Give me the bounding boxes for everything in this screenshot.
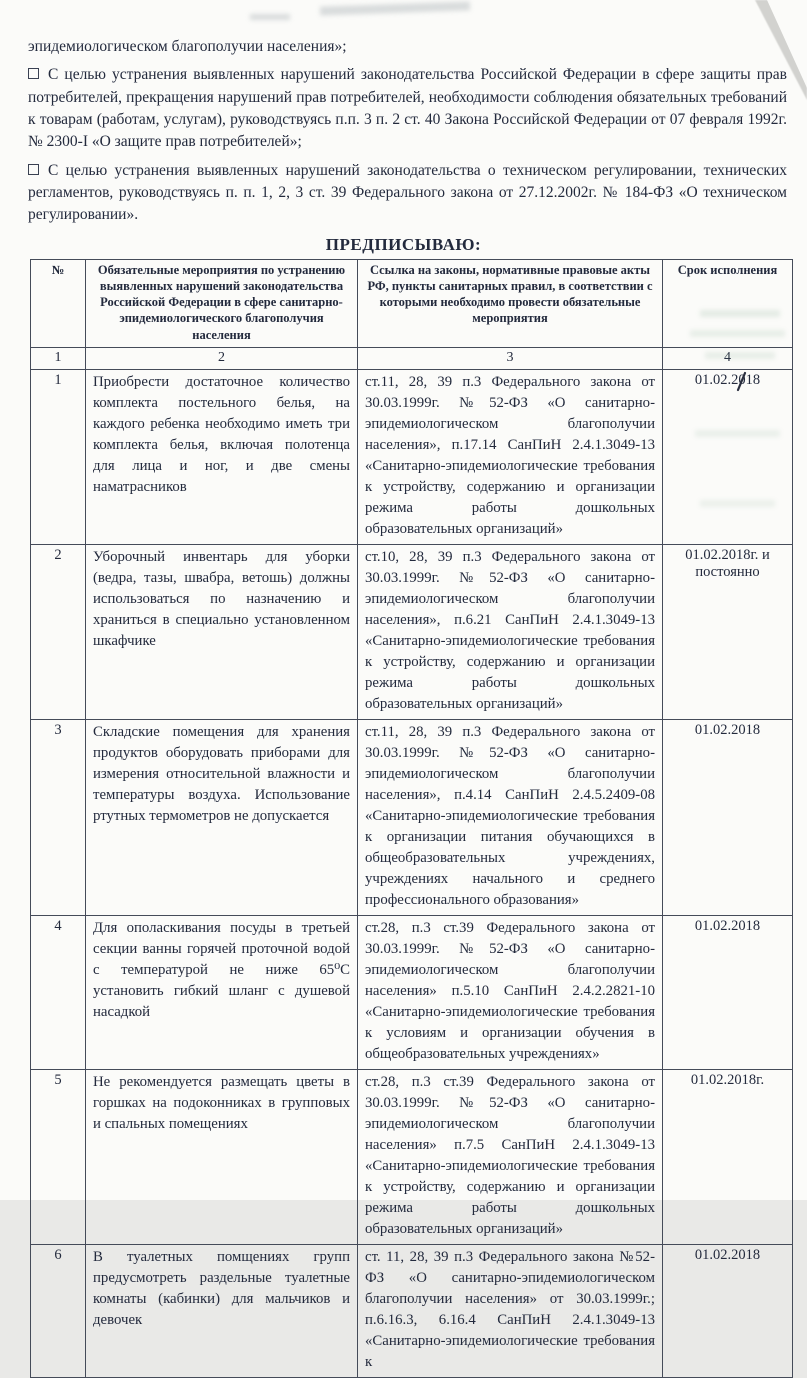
cell-deadline [663,370,793,545]
cell-number: 1 [31,370,86,545]
cell-reference: ст.28, п.3 ст.39 Федерального закона от 30.03.1999г. №52-ФЗ «О санитарно-эпидемиологическом благополучии населения» п.7.5 СанПиН 2.4.1.3049-13 «Санитарно-эпидемиологические требования к устройству, содержанию и организации режима работы дошкольных образовательных организаций» [358,1070,663,1245]
column-number: 3 [358,347,663,369]
cell-deadline: 01.02.2018г. [663,1070,793,1245]
cell-measure: Складские помещения для хранения продуктов оборудовать приборами для измерения относительной влажности и температуры воздуха. Использование ртутных термометров не допускается [86,720,358,916]
cell-number: 3 [31,720,86,916]
cell-measure: Приобрести достаточное количество комплекта постельного белья, на каждого ребенка необходимо иметь три комплекта белья, включая полотенца для лица и ног, и две смены наматрасников [86,370,358,545]
header-deadline: Срок исполнения [663,259,793,347]
table-row [31,720,793,916]
page-title: ПРЕДПИСЫВАЮ: [0,235,807,255]
intro-paragraph-text: С целью устранения выявленных нарушений законодательства о техническом регулировании, технических регламентов, руководствуясь п. п. 1, 2, 3 ст. 39 Федерального закона от 27.12.2002г. № 184-ФЗ «О техническом регулировании». [28,162,787,224]
column-number: 4 [663,347,793,369]
cell-number: 5 [31,1070,86,1245]
intro-section [0,0,807,227]
deadline-text: 01.02.2018 [695,372,760,388]
intro-paragraph [28,160,787,227]
checkbox-icon [28,68,39,79]
cell-reference: ст.28, п.3 ст.39 Федерального закона от 30.03.1999г. №52-ФЗ «О санитарно-эпидемиологическом благополучии населения» п.5.10 СанПиН 2.4.2.2821-10 «Санитарно-эпидемиологические требования к условиям и организации обучения в общеобразовательных учреждениях» [358,916,663,1070]
column-number: 2 [86,347,358,369]
cell-reference: ст.11, 28, 39 п.3 Федерального закона от 30.03.1999г. №52-ФЗ «О санитарно-эпидемиологическом благополучии населения», п.17.14 СанПиН 2.4.1.3049-13 «Санитарно-эпидемиологические требования к устройству, содержанию и организации режима работы дошкольных образовательных организаций» [358,370,663,545]
header-measures: Обязательные мероприятия по устранению выявленных нарушений законодательства Российской Федерации в сфере санитарно-эпидемиологического благополучия населения [86,259,358,347]
cell-reference: ст.11, 28, 39 п.3 Федерального закона от 30.03.1999г. №52-ФЗ «О санитарно-эпидемиологическом благополучии населения», п.4.14 СанПиН 2.4.5.2409-08 «Санитарно-эпидемиологические требования к организации питания обучающихся в общеобразовательных учреждениях, учреждениях начального и среднего профессионального образования» [358,720,663,916]
cell-deadline: 01.02.2018г. и постоянно [663,545,793,720]
table-row [31,1245,793,1378]
cell-measure: В туалетных помщениях групп предусмотреть раздельные туалетные комнаты (кабинки) для мальчиков и девочек [86,1245,358,1378]
checkbox-icon [28,164,39,175]
page-fold-corner-inner [767,0,807,88]
cell-reference: ст. 11, 28, 39 п.3 Федерального закона №52-ФЗ «О санитарно-эпидемиологическом благополучии населения» от 30.03.1999г.; п.6.16.3, 6.16.4 СанПиН 2.4.1.3049-13 «Санитарно-эпидемиологические требования к [358,1245,663,1378]
cell-number: 4 [31,916,86,1070]
table-row [31,916,793,1070]
cell-reference: ст.10, 28, 39 п.3 Федерального закона от 30.03.1999г. №52-ФЗ «О санитарно-эпидемиологическом благополучии населения», п.6.21 СанПиН 2.4.1.3049-13 «Санитарно-эпидемиологические требования к устройству, содержанию и организации режима работы дошкольных образовательных организаций» [358,545,663,720]
cell-measure: Для ополаскивания посуды в третьей секции ванны горячей проточной водой с температурой не ниже 65⁰С установить гибкий шланг с душевой насадкой [86,916,358,1070]
intro-paragraph-text: эпидемиологическом благополучии населения»; [28,38,347,55]
intro-paragraph [28,64,787,153]
cell-number: 6 [31,1245,86,1378]
table-row [31,1070,793,1245]
intro-paragraph-text: С целью устранения выявленных нарушений законодательства Российской Федерации в сфере защиты прав потребителей, прекращения нарушений прав потребителей, необходимости соблюдения обязательных требований к товарам (работам, услугам), руководствуясь п.п. 3 п. 2 ст. 40 Закона Российской Федерации от 07 февраля 1992г. № 2300-I «О защите прав потребителей»; [28,66,787,150]
column-number-row [31,347,793,369]
cell-number: 2 [31,545,86,720]
cell-measure: Не рекомендуется размещать цветы в горшках на подоконниках в групповых и спальных помещениях [86,1070,358,1245]
header-number: № [31,259,86,347]
table-row [31,370,793,545]
table-header-row [31,259,793,347]
column-number: 1 [31,347,86,369]
cell-deadline: 01.02.2018 [663,916,793,1070]
table-row [31,545,793,720]
header-references: Ссылка на законы, нормативные правовые акты РФ, пункты санитарных правил, в соответствии с которыми необходимо провести обязательные мероприятия [358,259,663,347]
intro-paragraph [28,36,787,58]
cell-deadline: 01.02.2018 [663,1245,793,1378]
cell-measure: Уборочный инвентарь для уборки (ведра, тазы, швабра, ветошь) должны использоваться по назначению и храниться в специально установленном шкафчике [86,545,358,720]
prescription-table [30,259,793,1378]
cell-deadline: 01.02.2018 [663,720,793,916]
